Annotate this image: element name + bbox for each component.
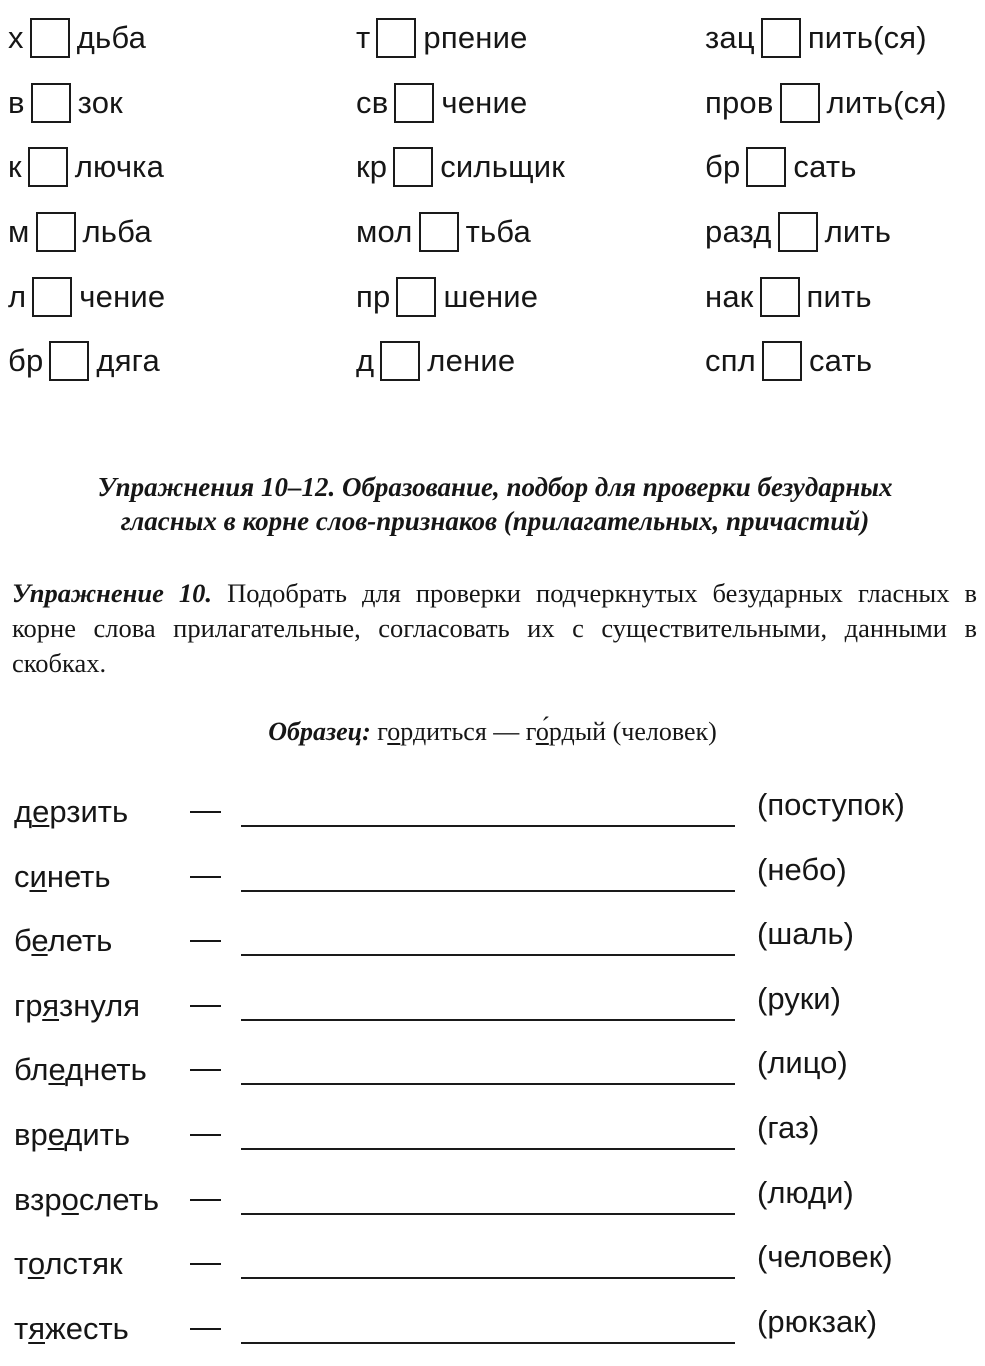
dash: — xyxy=(190,1114,221,1150)
grid-word xyxy=(705,135,947,200)
answer-row xyxy=(0,1232,985,1297)
answer-rows xyxy=(0,780,985,1361)
verb-part: гр xyxy=(14,987,43,1023)
section-title-line-2: гласных в корне слов-признаков (прилагательных, причастий) xyxy=(120,506,870,536)
grid-word xyxy=(705,264,947,329)
grid-word xyxy=(705,71,947,136)
verb-part: бл xyxy=(14,1052,49,1088)
dash: — xyxy=(190,985,221,1021)
sample-underlined-vowel: о xyxy=(387,717,401,746)
verb-part: слеть xyxy=(78,1181,159,1217)
verb-part: с xyxy=(14,858,30,894)
underlined-vowel: е xyxy=(32,794,50,829)
answer-row xyxy=(0,1297,985,1362)
underlined-vowel: я xyxy=(42,987,59,1023)
word-suffix: льба xyxy=(82,214,152,250)
grid-word xyxy=(356,6,565,71)
word-suffix: сать xyxy=(808,343,873,379)
letter-box[interactable] xyxy=(36,212,76,252)
letter-box[interactable] xyxy=(30,18,70,58)
word-prefix: пров xyxy=(705,84,774,120)
verb-word xyxy=(14,859,111,895)
word-suffix: шение xyxy=(443,278,539,314)
word-prefix: бр xyxy=(705,149,741,185)
answer-line[interactable] xyxy=(241,1213,735,1215)
word-suffix: чение xyxy=(79,278,166,314)
grid-word xyxy=(356,71,565,136)
grid-word xyxy=(8,6,165,71)
word-suffix: тьба xyxy=(465,214,531,250)
word-prefix: мол xyxy=(356,214,413,250)
word-suffix: лить xyxy=(824,214,892,250)
grid-word xyxy=(8,329,165,394)
letter-box[interactable] xyxy=(380,341,420,381)
word-prefix: бр xyxy=(8,343,44,379)
section-title-line-1: Упражнения 10–12. Образование, подбор для проверки безударных xyxy=(97,472,893,502)
word-suffix: сать xyxy=(793,149,857,185)
answer-line[interactable] xyxy=(241,1277,735,1279)
grid-word xyxy=(356,329,565,394)
sample-text-part: рдый (человек) xyxy=(548,717,717,746)
sample-label: Образец: xyxy=(268,717,371,746)
dash: — xyxy=(190,921,221,957)
answer-row xyxy=(0,780,985,845)
word-prefix: разд xyxy=(705,214,772,250)
verb-part: лстяк xyxy=(44,1246,123,1282)
exercise-text: Подобрать для проверки подчеркнутых безударных гласных в корне слова прилагательные, согласовать их с существительными, данными в скобках. xyxy=(12,578,978,678)
word-prefix: зац xyxy=(705,20,755,56)
word-suffix: зок xyxy=(77,84,123,120)
sample-text-part: рдиться — г xyxy=(400,717,536,746)
verb-part: леть xyxy=(47,923,113,959)
answer-row xyxy=(0,909,985,974)
letter-box[interactable] xyxy=(419,212,459,252)
noun-hint: (газ) xyxy=(757,1109,820,1145)
missing-letter-grid xyxy=(0,0,985,400)
underlined-vowel: е xyxy=(31,923,48,959)
grid-word xyxy=(705,200,947,265)
grid-word xyxy=(705,6,947,71)
dash: — xyxy=(190,1179,221,1215)
letter-box[interactable] xyxy=(778,212,818,252)
word-prefix: т xyxy=(356,20,371,56)
verb-part: взр xyxy=(14,1181,62,1217)
noun-hint: (рюкзак) xyxy=(757,1303,878,1339)
verb-part: т xyxy=(14,1246,28,1282)
word-suffix: дяга xyxy=(96,343,160,379)
sample-text-part: г xyxy=(377,717,388,746)
answer-row xyxy=(0,974,985,1039)
grid-word xyxy=(705,329,947,394)
word-suffix: пить xyxy=(806,278,872,314)
answer-line[interactable] xyxy=(241,954,735,956)
verb-word xyxy=(14,794,128,830)
letter-box[interactable] xyxy=(394,83,434,123)
noun-hint: (руки) xyxy=(757,980,841,1016)
noun-hint: (поступок) xyxy=(757,787,905,822)
noun-hint: (люди) xyxy=(757,1174,854,1210)
grid-column-3 xyxy=(705,6,947,394)
dash: — xyxy=(190,856,221,892)
word-prefix: м xyxy=(8,214,30,250)
dash: — xyxy=(190,792,221,827)
verb-part: вр xyxy=(14,1116,48,1152)
grid-word xyxy=(8,135,165,200)
answer-row xyxy=(0,1038,985,1103)
answer-line[interactable] xyxy=(241,1148,735,1150)
verb-part: неть xyxy=(46,858,111,894)
underlined-vowel: о xyxy=(61,1181,79,1217)
verb-part: рзить xyxy=(49,794,129,829)
verb-part: жесть xyxy=(45,1310,129,1346)
grid-column-2 xyxy=(356,6,565,394)
word-prefix: х xyxy=(8,20,24,56)
verb-part: т xyxy=(14,1310,29,1346)
underlined-vowel: е xyxy=(47,1116,65,1152)
word-suffix: дьба xyxy=(76,20,147,56)
noun-hint: (человек) xyxy=(757,1239,893,1275)
underlined-vowel: и xyxy=(29,858,47,894)
word-suffix: сильщик xyxy=(440,149,566,185)
letter-box[interactable] xyxy=(780,83,820,123)
letter-box[interactable] xyxy=(31,83,71,123)
word-suffix: пить(ся) xyxy=(807,20,927,56)
answer-line[interactable] xyxy=(241,1083,735,1085)
verb-word xyxy=(14,1182,159,1218)
dash: — xyxy=(190,1308,221,1344)
verb-part: д xyxy=(14,794,33,829)
answer-line[interactable] xyxy=(241,1342,735,1344)
underlined-vowel: о xyxy=(27,1246,45,1282)
exercise-instructions xyxy=(12,576,977,681)
verb-part: дить xyxy=(64,1116,131,1152)
dash: — xyxy=(190,1050,221,1086)
answer-row xyxy=(0,1168,985,1233)
word-suffix: чение xyxy=(441,84,528,120)
section-title xyxy=(20,470,970,538)
answer-row xyxy=(0,1103,985,1168)
sample-line xyxy=(0,714,985,750)
sample-text xyxy=(377,717,717,746)
word-suffix: рпение xyxy=(423,20,528,56)
verb-word xyxy=(14,1246,123,1282)
verb-word xyxy=(14,988,140,1024)
grid-word xyxy=(356,135,565,200)
dash: — xyxy=(190,1244,221,1280)
verb-word xyxy=(14,1117,130,1153)
word-prefix: спл xyxy=(705,343,756,379)
answer-line[interactable] xyxy=(241,825,735,827)
answer-line[interactable] xyxy=(241,890,735,892)
letter-box[interactable] xyxy=(396,277,436,317)
word-suffix: ление xyxy=(427,343,516,379)
verb-part: днеть xyxy=(65,1052,147,1088)
word-suffix: лить(ся) xyxy=(826,84,947,120)
noun-hint: (небо) xyxy=(757,851,847,887)
grid-word xyxy=(8,71,165,136)
noun-hint: (лицо) xyxy=(757,1045,848,1081)
word-prefix: св xyxy=(356,84,389,120)
word-suffix: лючка xyxy=(74,149,165,185)
letter-box[interactable] xyxy=(746,147,786,187)
noun-hint: (шаль) xyxy=(757,916,854,952)
grid-word xyxy=(8,200,165,265)
grid-word xyxy=(8,264,165,329)
underlined-vowel: я xyxy=(28,1310,45,1346)
word-prefix: л xyxy=(8,278,27,314)
letter-box[interactable] xyxy=(762,341,802,381)
verb-word xyxy=(14,1052,147,1088)
letter-box[interactable] xyxy=(28,147,68,187)
verb-part: знуля xyxy=(59,987,141,1023)
letter-box[interactable] xyxy=(32,277,72,317)
word-prefix: пр xyxy=(356,278,391,314)
sample-stressed-vowel: о́ xyxy=(535,717,549,746)
letter-box[interactable] xyxy=(49,341,89,381)
answer-line[interactable] xyxy=(241,1019,735,1021)
exercise-label: Упражнение 10. xyxy=(12,578,213,608)
word-prefix: к xyxy=(8,149,22,185)
grid-column-1 xyxy=(8,6,165,394)
verb-part: б xyxy=(14,923,32,959)
verb-word xyxy=(14,1311,129,1347)
verb-word xyxy=(14,923,112,959)
word-prefix: кр xyxy=(356,149,388,185)
letter-box[interactable] xyxy=(761,18,801,58)
grid-word xyxy=(356,264,565,329)
underlined-vowel: е xyxy=(48,1052,66,1088)
word-prefix: в xyxy=(8,84,25,120)
letter-box[interactable] xyxy=(376,18,416,58)
word-prefix: д xyxy=(356,343,375,379)
answer-row xyxy=(0,845,985,910)
grid-word xyxy=(356,200,565,265)
letter-box[interactable] xyxy=(393,147,433,187)
word-prefix: нак xyxy=(705,278,754,314)
letter-box[interactable] xyxy=(760,277,800,317)
